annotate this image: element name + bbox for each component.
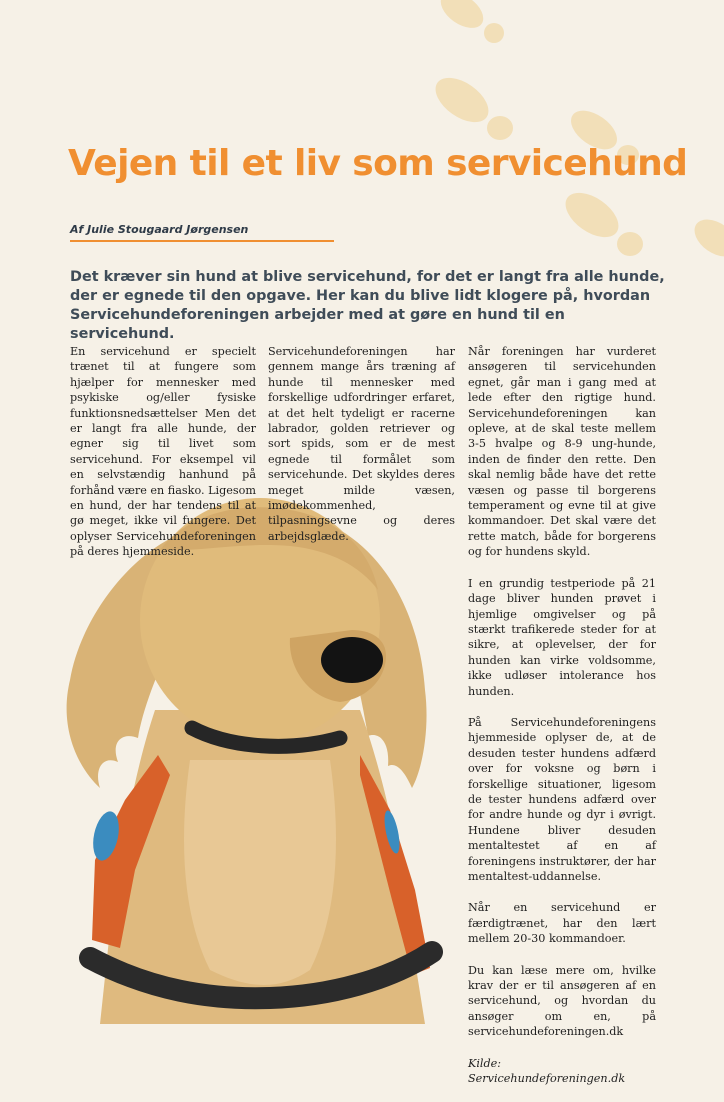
article-lead: Det kræver sin hund at blive servicehund, for det er langt fra alle hunde, der er egnede til den opgave. Her kan du blive lidt klogere på, hvordan Servicehundeforeningen arbejder med at gøre en hund til en servicehund. bbox=[70, 269, 665, 342]
paragraph: På Servicehundeforeningens hjemmeside oplyser de, at de desuden tester hundens adfærd over for voksne og børn i forskellige situationer, ligesom de tester hundens adfærd over for andre hunde og dyr i øvrigt. Hundene bliver desuden mentaltestet af en af foreningens instruktører, der har mentaltest-uddannelse. bbox=[468, 715, 656, 883]
paragraph: Når foreningen har vurderet ansøgeren til servicehunden egnet, går man i gang med at lede efter den rigtige hund. Servicehundeforeningen kan opleve, at de skal teste mellem 3-5 hvalpe og 8-9 ung-hunde, inden de finder den rette. Den skal nemlig både have det rette væsen og passe til borgerens temperament og evne til at give kommandoer. Det skal være det rette match, både for borgerens og for hundens skyld. bbox=[468, 345, 656, 559]
paragraph: Når en servicehund er færdigtrænet, har den lært mellem 20-30 kommandoer. bbox=[468, 901, 656, 946]
text-column-2 bbox=[268, 344, 455, 560]
paragraph: Servicehundeforeningen har gennem mange års træning af hunde til mennesker med forskellige udfordringer erfaret, at det helt tydeligt er racerne labrador, golden retriever og sort spids, som er de mest egnede til formålet som servicehunde. Det skyldes deres meget milde væsen, imødekommenhed, tilpasningsevne og deres arbejdsglæde. bbox=[268, 345, 455, 543]
article-byline: Af Julie Stougaard Jørgensen bbox=[70, 222, 334, 242]
text-column-3 bbox=[468, 344, 656, 1102]
text-column-1 bbox=[70, 344, 256, 576]
paw-print-icon bbox=[434, 0, 504, 43]
paw-print-icon bbox=[428, 69, 513, 140]
article-title: Vejen til et liv som servicehund bbox=[68, 143, 688, 184]
paw-print-icon bbox=[558, 184, 643, 256]
article-source: Kilde: Servicehundeforeningen.dk bbox=[468, 1056, 626, 1086]
paragraph: I en grundig testperiode på 21 dage bliver hunden prøvet i hjemlige omgivelser og på stærkt trafikerede steder for at sikre, at oplevelser, der for hunden kan virke voldsomme, ikke udløser intolerance hos hunden. bbox=[468, 576, 656, 698]
paragraph: Du kan læse mere om, hvilke krav der er til ansøgeren af en servicehund, og hvordan du ansøger om en, på servicehundeforeningen.dk bbox=[468, 963, 656, 1039]
dog-chest bbox=[184, 760, 336, 985]
paw-print-icon bbox=[688, 212, 724, 264]
paragraph: En servicehund er specielt trænet til at fungere som hjælper for mennesker med psykiske og/eller fysiske funktionsnedsættelser Men det er langt fra alle hunde, der egner sig til livet som servicehund. For eksempel vil en selvstændig hanhund på forhånd være en fiasko. Ligesom en hund, der har tendens til at gø meget, ikke vil fungere. Det oplyser Servicehundeforeningen på deres hjemmeside. bbox=[70, 345, 256, 559]
dog-nose bbox=[321, 637, 383, 683]
